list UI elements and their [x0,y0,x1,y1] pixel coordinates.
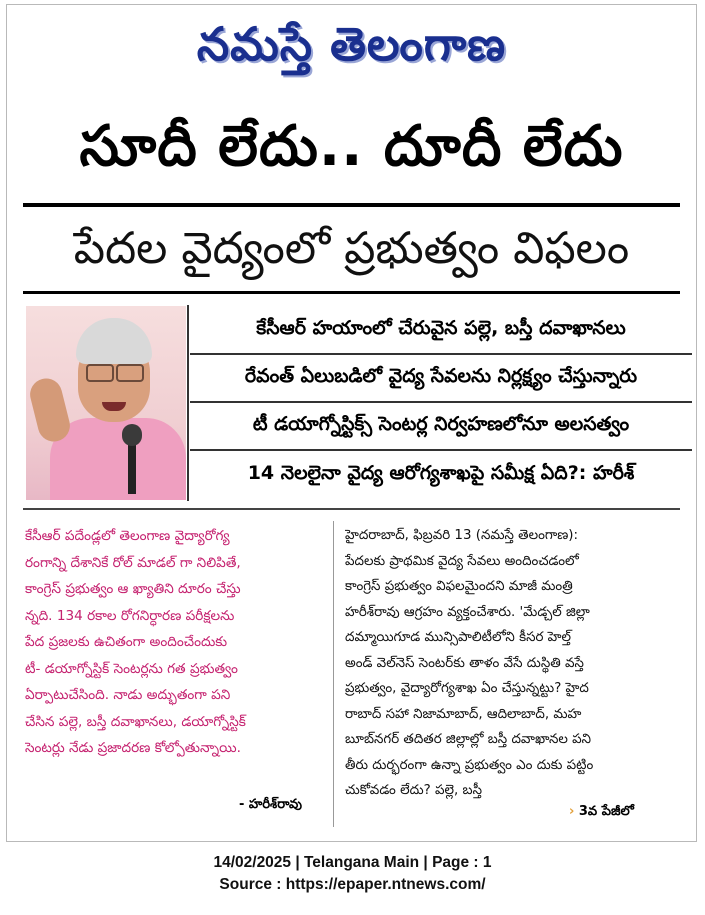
divider [23,203,680,207]
headline: సూదీ లేదు.. దూదీ లేదు [79,114,624,179]
quote-line: చేసిన పల్లె, బస్తీ దవాఖానలు, డయాగ్నోస్టిక్ [25,713,246,730]
edition-info: 14/02/2025 | Telangana Main | Page : 1 [213,854,492,871]
quote-signature: - హరీశ్‌రావు [239,797,302,812]
continued-on-page-link[interactable] [569,804,634,822]
quote-line: టీ- డయాగ్నోస్టిక్ సెంటర్లను గత ప్రభుత్వం [25,660,238,677]
continued-label: 3వ పేజీలో [578,804,634,819]
article-body [345,523,697,804]
quote-line: న్నది. 134 రకాల రోగనిర్ధారణ పరీక్షలను [25,607,235,624]
divider [187,305,189,501]
quote-line: ఏర్పాటుచేసింది. నాడు అద్భుతంగా పని [25,687,231,703]
quote-line: రంగాన్ని దేశానికే రోల్ మాడల్ గా నిలిపితే, [25,554,241,571]
highlights-list [190,307,692,499]
article-line: దమ్మాయిగూడ మున్సిపాలిటీలోని కీసర హెల్త్ [345,630,572,645]
article-line: చుకోవడం లేదు? పల్లె, బస్తీ [345,783,483,798]
photo-harish-rao [26,306,186,500]
divider [23,291,680,294]
article-line: రాబాద్ సహా నిజామాబాద్, ఆదిలాబాద్, మహ [345,706,582,722]
article-line: తీరు దుర్భరంగా ఉన్నా ప్రభుత్వం ఎం దుకు పట్టిం [345,757,594,773]
highlight-item: రేవంత్ ఏలుబడిలో వైద్య సేవలను నిర్లక్ష్యం చేస్తున్నారు [190,355,692,403]
highlight-item: 14 నెలలైనా వైద్య ఆరోగ్యశాఖపై సమీక్ష ఏది?: హరీశ్ [247,461,635,484]
source-url[interactable]: Source : https://epaper.ntnews.com/ [219,876,486,893]
source-footer [0,852,705,896]
pull-quote [25,523,317,762]
chevron-right-icon: › [569,804,575,819]
article-line: హైదరాబాద్, ఫిబ్రవరి 13 (నమస్తే తెలంగాణ): [345,528,579,543]
quote-line: కేసీఆర్ పదేండ్లలో తెలంగాణ వైద్యారోగ్య [25,528,230,544]
quote-line: పేద ప్రజలకు ఉచితంగా అందించేందుకు [25,634,228,650]
masthead-logo: నమస్తే తెలంగాణ [196,17,507,71]
article-line: బూబ్‌నగర్ తదితర జిల్లాల్లో బస్తీ దవాఖానల పని [345,732,592,747]
subheadline: పేదల వైద్యంలో ప్రభుత్వం విఫలం [73,223,630,274]
column-divider [333,521,334,827]
divider [23,508,680,510]
article-line: హరీశ్‌రావు ఆగ్రహం వ్యక్తంచేశారు. 'మేడ్చల్ జిల్లా [345,604,590,620]
highlight-item: కేసీఆర్ హయాంలో చేరువైన పల్లె, బస్తీ దవాఖానలు [190,307,692,355]
newspaper-clipping [6,4,697,842]
article-line: అండ్ వెల్‌నెస్ సెంటర్‌కు తాళం వేసే దుస్థితి వస్తే [345,655,584,671]
article-line: పేదలకు ప్రాథమిక వైద్య సేవలు అందించడంలో [345,553,579,569]
article-line: కాంగ్రెస్ ప్రభుత్వం విఫలమైందని మాజీ మంత్రి [345,579,573,594]
article-line: ప్రభుత్వం, వైద్యారోగ్యశాఖ ఏం చేస్తున్నట్టు? హైద [345,681,589,696]
highlight-item: టీ డయాగ్నోస్టిక్స్ సెంటర్ల నిర్వహణలోనూ అలసత్వం [190,403,692,451]
quote-line: సెంటర్లు నేడు ప్రజాదరణ కోల్పోతున్నాయి. [25,740,241,756]
quote-line: కాంగ్రెస్ ప్రభుత్వం ఆ ఖ్యాతిని దూరం చేస్తు [25,581,241,597]
